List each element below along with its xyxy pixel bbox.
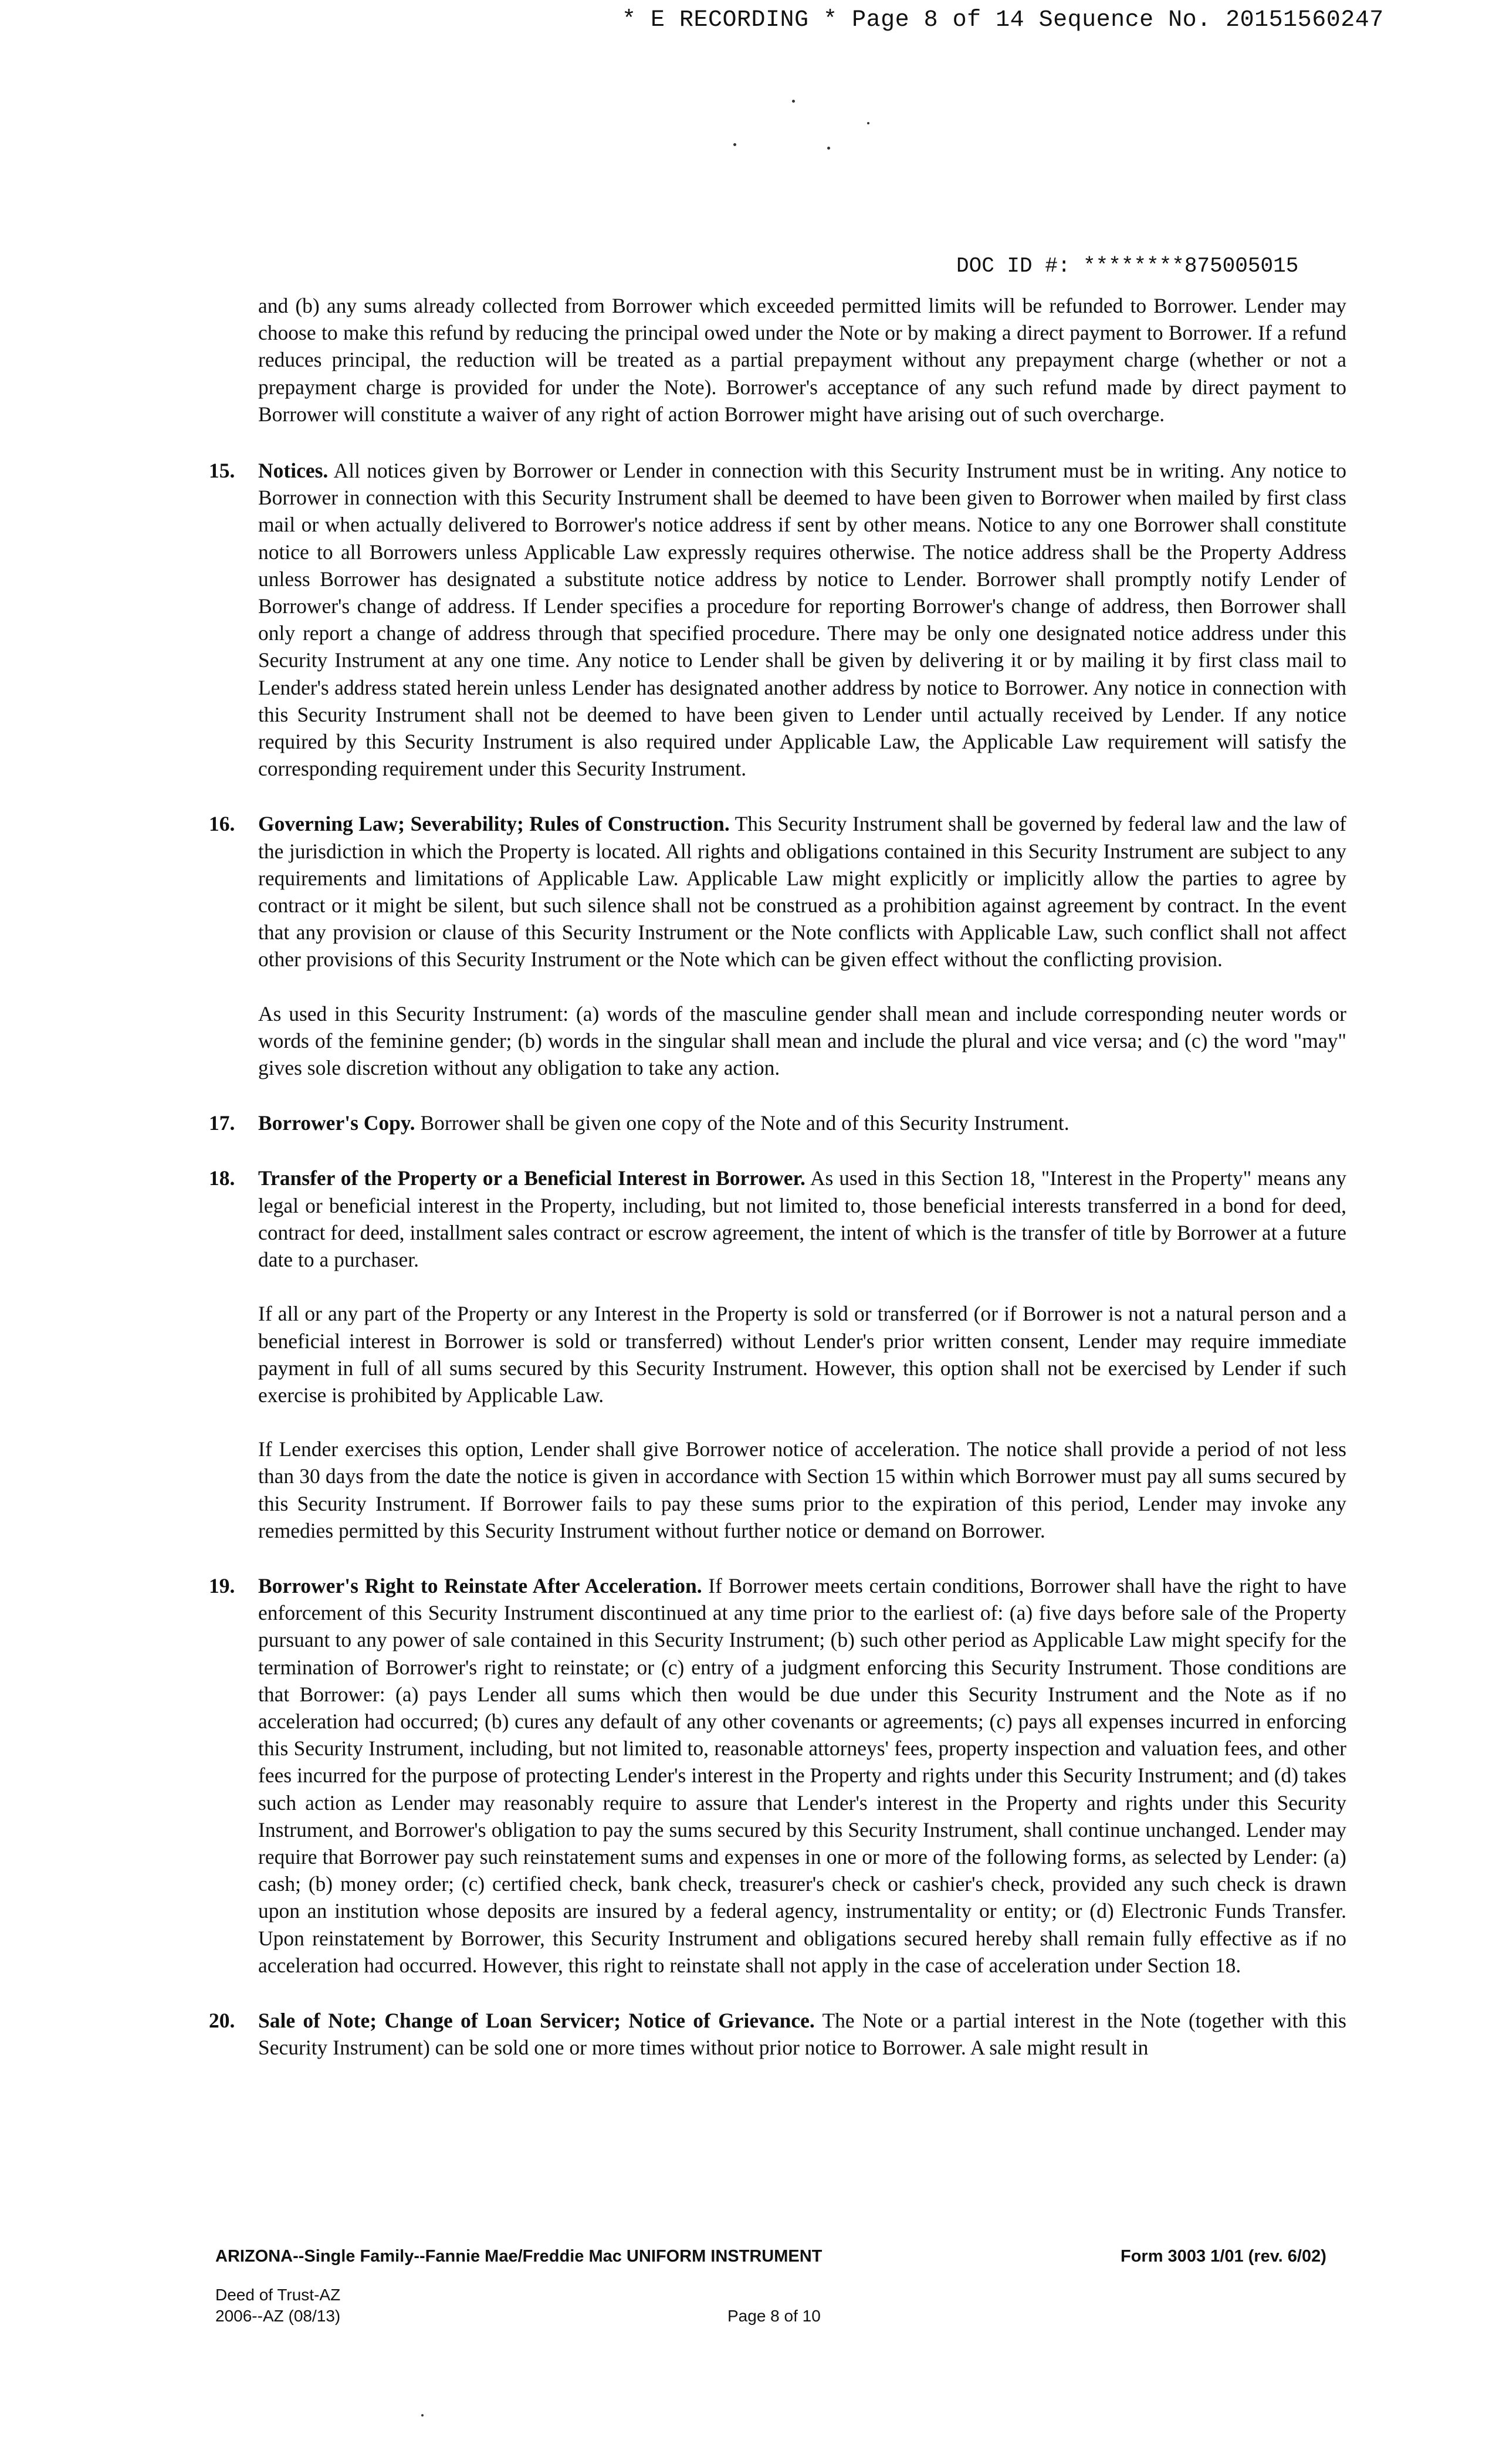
section-heading: Sale of Note; Change of Loan Servicer; Notice of Grievance.	[258, 2008, 815, 2032]
section-16	[0, 810, 1496, 1081]
scan-speck	[792, 100, 795, 103]
scan-speck	[733, 143, 736, 146]
section-paragraph	[258, 2007, 1346, 2061]
scan-speck	[867, 122, 869, 124]
section-subparagraph: If all or any part of the Property or any Interest in the Property is sold or transferred (or if Borrower is not a natural person and a beneficial interest in Borrower is sold or transferred) without Lender's prior written consent, Lender may require immediate payment in full of all sums secured by this Security Instrument. However, this option shall not be exercised by Lender if such exercise is prohibited by Applicable Law.	[258, 1302, 1346, 1407]
section-20	[0, 2007, 1496, 2061]
scan-speck	[827, 147, 830, 150]
section-heading: Notices.	[258, 459, 329, 483]
footer-form-code: 2006--AZ (08/13)	[215, 2307, 341, 2325]
section-heading: Transfer of the Property or a Beneficial Interest in Borrower.	[258, 1166, 805, 1190]
section-subparagraph: If Lender exercises this option, Lender shall give Borrower notice of acceleration. The notice shall provide a period of not less than 30 days from the date the notice is given in accordance with Section 15 within which Borrower must pay all sums secured by this Security Instrument. If Borrower fails to pay these sums prior to the expiration of this period, Lender may invoke any remedies permitted by this Security Instrument without further notice or demand on Borrower.	[258, 1437, 1346, 1542]
section-text: This Security Instrument shall be governed by federal law and the law of the jurisdiction in which the Property is located. All rights and obligations contained in this Security Instrument are subject to any requirements and limitations of Applicable Law. Applicable Law might explicitly or implicitly allow the parties to agree by contract or it might be silent, but such silence shall not be construed as a prohibition against agreement by contract. In the event that any provision or clause of this Security Instrument or the Note conflicts with Applicable Law, such conflict shall not affect other provisions of this Security Instrument or the Note which can be given effect without the conflicting provision.	[258, 812, 1346, 972]
section-number: 15.	[209, 459, 235, 483]
footer-instrument-title: ARIZONA--Single Family--Fannie Mae/Freddie Mac UNIFORM INSTRUMENT	[215, 2247, 823, 2266]
section-paragraph	[258, 457, 1346, 782]
section-number: 16.	[209, 812, 235, 836]
section-heading: Governing Law; Severability; Rules of Construction.	[258, 812, 730, 836]
section-number: 18.	[209, 1166, 235, 1190]
recording-header: * E RECORDING * Page 8 of 14 Sequence No. 20151560247	[622, 7, 1384, 33]
section-text: The Note or a partial interest in the Note (together with this Security Instrument) can be sold one or more times without prior notice to Borrower. A sale might result in	[258, 2008, 1346, 2060]
section-paragraph	[258, 1165, 1346, 1273]
doc-id: DOC ID #: ********875005015	[956, 254, 1299, 278]
section-subparagraph: As used in this Security Instrument: (a) words of the masculine gender shall mean and include corresponding neuter words or words of the feminine gender; (b) words in the singular shall mean and include the plural and vice versa; and (c) the word "may" gives sole discretion without any obligation to take any action.	[258, 1001, 1346, 1080]
section-number: 19.	[209, 1573, 235, 1597]
section-text: Borrower shall be given one copy of the Note and of this Security Instrument.	[415, 1111, 1069, 1135]
scan-speck	[421, 2414, 424, 2416]
intro-paragraph: and (b) any sums already collected from Borrower which exceeded permitted limits will be refunded to Borrower. Lender may choose to make this refund by reducing the principal owed under the Note or by making a direct payment to Borrower. If a refund reduces principal, the reduction will be treated as a partial prepayment without any prepayment charge (whether or not a prepayment charge is provided for under the Note). Borrower's acceptance of any such refund made by direct payment to Borrower will constitute a waiver of any right of action Borrower might have arising out of such overcharge.	[258, 294, 1346, 426]
section-heading: Borrower's Copy.	[258, 1111, 415, 1135]
document-body	[0, 292, 1496, 2089]
section-text: If Borrower meets certain conditions, Borrower shall have the right to have enforcement of this Security Instrument discontinued at any time prior to the earliest of: (a) five days before sale of the Property pursuant to any power of sale contained in this Security Instrument; (b) such other period as Applicable Law might specify for the termination of Borrower's right to reinstate; or (c) entry of a judgment enforcing this Security Instrument. Those conditions are that Borrower: (a) pays Lender all sums which then would be due under this Security Instrument and the Note as if no acceleration had occurred; (b) cures any default of any other covenants or agreements; (c) pays all expenses incurred in enforcing this Security Instrument, including, but not limited to, reasonable attorneys' fees, property inspection and valuation fees, and other fees incurred for the purpose of protecting Lender's interest in the Property and rights under this Security Instrument; and (d) takes such action as Lender may reasonably require to assure that Lender's interest in the Property and rights under this Security Instrument, and Borrower's obligation to pay the sums secured by this Security Instrument, shall continue unchanged. Lender may require that Borrower pay such reinstatement sums and expenses in one or more of the following forms, as selected by Lender: (a) cash; (b) money order; (c) certified check, bank check, treasurer's check or cashier's check, provided any such check is drawn upon an institution whose deposits are insured by a federal agency, instrumentality or entity; or (d) Electronic Funds Transfer. Upon reinstatement by Borrower, this Security Instrument and obligations secured hereby shall remain fully effective as if no acceleration had occurred. However, this right to reinstate shall not apply in the case of acceleration under Section 18.	[258, 1573, 1346, 1977]
section-number: 20.	[209, 2008, 235, 2032]
section-18	[0, 1165, 1496, 1544]
footer-deed-label: Deed of Trust-AZ	[215, 2286, 341, 2304]
section-text: As used in this Section 18, "Interest in the Property" means any legal or beneficial interest in the Property, including, but not limited to, those beneficial interests transferred in a bond for deed, contract for deed, installment sales contract or escrow agreement, the intent of which is the transfer of title by Borrower at a future date to a purchaser.	[258, 1166, 1346, 1272]
section-paragraph	[258, 1109, 1346, 1136]
section-17	[0, 1109, 1496, 1136]
section-paragraph	[258, 810, 1346, 973]
section-19	[0, 1572, 1496, 1979]
footer-form-number: Form 3003 1/01 (rev. 6/02)	[1121, 2247, 1326, 2266]
section-15	[0, 457, 1496, 782]
section-heading: Borrower's Right to Reinstate After Acceleration.	[258, 1573, 702, 1597]
section-text: All notices given by Borrower or Lender in connection with this Security Instrument must be in writing. Any notice to Borrower in connection with this Security Instrument shall be deemed to have been given to Borrower when mailed by first class mail or when actually delivered to Borrower's notice address if sent by other means. Notice to any one Borrower shall constitute notice to all Borrowers unless Applicable Law expressly requires otherwise. The notice address shall be the Property Address unless Borrower has designated a substitute notice address by notice to Lender. Borrower shall promptly notify Lender of Borrower's change of address. If Lender specifies a procedure for reporting Borrower's change of address, then Borrower shall only report a change of address through that specified procedure. There may be only one designated notice address under this Security Instrument at any one time. Any notice to Lender shall be given by delivering it or by mailing it by first class mail to Lender's address stated herein unless Lender has designated another address by notice to Borrower. Any notice in connection with this Security Instrument shall not be deemed to have been given to Lender until actually received by Lender. If any notice required by this Security Instrument is also required under Applicable Law, the Applicable Law requirement will satisfy the corresponding requirement under this Security Instrument.	[258, 459, 1346, 781]
footer-page-number: Page 8 of 10	[727, 2307, 821, 2325]
section-paragraph	[258, 1572, 1346, 1979]
section-number: 17.	[209, 1111, 235, 1135]
